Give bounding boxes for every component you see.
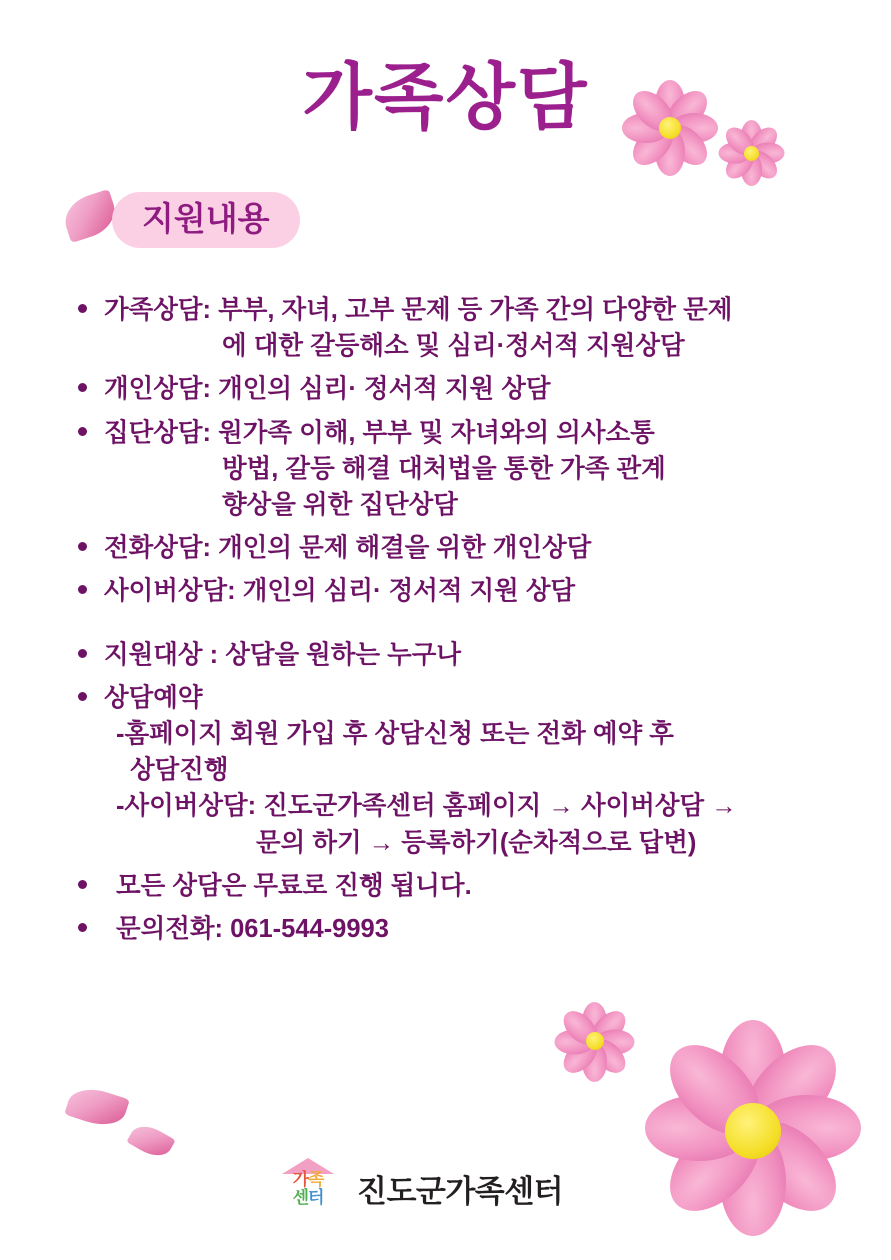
logo-char: 터 [308, 1187, 324, 1207]
list-item-line: 전화상담: 개인의 문제 해결을 위한 개인상담 [104, 534, 592, 563]
list-item-line: 가족상담: 부부, 자녀, 고부 문제 등 가족 간의 다양한 문제 [104, 296, 733, 324]
bullet-icon [78, 637, 104, 658]
list-item-body [104, 415, 868, 524]
logo-characters [277, 1171, 339, 1207]
bullet-icon [78, 573, 104, 594]
bullet-icon [78, 680, 104, 701]
list-item [78, 868, 868, 904]
list-item [78, 371, 868, 407]
list-item-body [104, 868, 868, 904]
bullet-icon [78, 530, 104, 551]
list-item-line: 향상을 위한 집단상담 [222, 491, 458, 520]
list-item-body [104, 573, 868, 609]
list-item-body [104, 680, 868, 861]
list-item-line: 문의 하기 → 등록하기(순차적으로 답변) [256, 828, 697, 857]
logo-char: 센 [292, 1187, 308, 1207]
list-item [78, 680, 868, 861]
bullet-icon [78, 868, 104, 889]
spacer [78, 617, 868, 637]
list-item-line: 개인상담: 개인의 심리· 정서적 지원 상담 [104, 375, 551, 404]
contact-phone: 문의전화: 061-544-9993 [116, 915, 389, 944]
list-item-line: 사이버상담: 개인의 심리· 정서적 지원 상담 [104, 577, 576, 606]
list-item [78, 530, 868, 566]
list-item-body [104, 911, 868, 947]
list-item-body [104, 292, 868, 364]
bullet-icon [78, 415, 104, 436]
list-item-body [104, 637, 868, 673]
page-title: 가족상담 [302, 58, 589, 138]
flower-icon [552, 1000, 638, 1086]
list-item-line: 상담진행 [130, 756, 229, 785]
bullet-icon [78, 292, 104, 313]
organization-name: 진도군가족센터 [357, 1173, 564, 1209]
center-logo-icon [277, 1158, 339, 1218]
list-item [78, 637, 868, 673]
petal-icon [126, 1119, 175, 1163]
list-item-body [104, 530, 868, 566]
list-item [78, 573, 868, 609]
list-item-body [104, 371, 868, 407]
bullet-icon [78, 911, 104, 932]
footer [277, 1158, 563, 1218]
list-item-line: 방법, 갈등 해결 대처법을 통한 가족 관계 [222, 454, 666, 483]
list-item-line: -홈페이지 회원 가입 후 상담신청 또는 전화 예약 후 [116, 720, 674, 749]
list-item [78, 415, 868, 524]
support-content-list [78, 292, 868, 954]
flower-icon [638, 1016, 868, 1246]
list-item-line: -사이버상담: 진도군가족센터 홈페이지 → 사이버상담 → [116, 792, 737, 821]
list-item-line: 상담예약 [104, 683, 203, 712]
list-item-line: 집단상담: 원가족 이해, 부부 및 자녀와의 의사소통 [104, 418, 655, 447]
list-item [78, 911, 868, 947]
page-title-row [0, 58, 891, 138]
list-item-line: 에 대한 갈등해소 및 심리·정서적 지원상담 [222, 332, 685, 361]
list-item-line: 모든 상담은 무료로 진행 됩니다. [116, 871, 472, 900]
logo-char: 족 [308, 1170, 324, 1189]
section-badge: 지원내용 [112, 192, 300, 248]
list-item-line: 지원대상 : 상담을 원하는 누구나 [104, 640, 462, 669]
list-item [78, 292, 868, 364]
logo-char: 가 [292, 1170, 308, 1189]
bullet-icon [78, 371, 104, 392]
petal-icon [64, 1082, 130, 1132]
